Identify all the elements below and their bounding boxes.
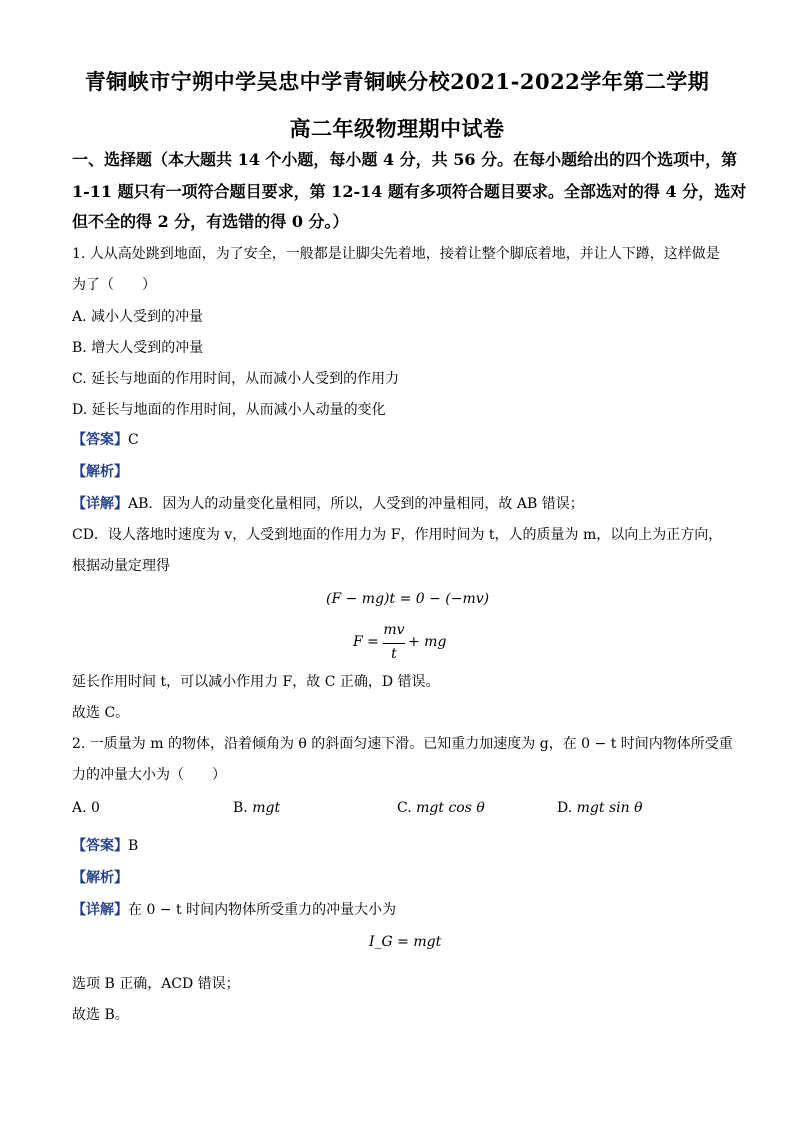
q1-detail-line2: CD．设人落地时速度为 v，人受到地面的作用力为 F，作用时间为 t，人的质量为 m，以向上为正方向， bbox=[72, 527, 723, 543]
q2-detail-line1 bbox=[72, 900, 732, 920]
q2-option-a: A. 0 bbox=[72, 800, 100, 816]
q1-answer bbox=[72, 430, 732, 450]
q1-detail-line1 bbox=[72, 494, 732, 514]
q1-option-d: D. 延长与地面的作用时间，从而减小人动量的变化 bbox=[72, 402, 386, 418]
q1-answer-value: C bbox=[128, 432, 139, 448]
q2-stem-line1: 2. 一质量为 m 的物体，沿着倾角为 θ 的斜面匀速下滑。已知重力加速度为 g，在 0 − t 时间内物体所受重 bbox=[72, 736, 733, 752]
q1-equation-force-lhs: F = bbox=[353, 634, 379, 650]
q2-option-d-label: D. bbox=[557, 800, 573, 816]
q1-equation-force-rhs: + mg bbox=[408, 634, 447, 650]
q2-equation-impulse: I_G = mgt bbox=[369, 934, 442, 950]
q1-stem-line1: 1. 人从高处跳到地面，为了安全，一般都是让脚尖先着地，接着让整个脚底着地，并让人下蹲，这样做是 bbox=[72, 246, 720, 262]
q2-option-b-expression: mgt bbox=[252, 800, 281, 816]
q2-option-c-label: C. bbox=[397, 800, 412, 816]
q1-option-a: A. 减小人受到的冲量 bbox=[72, 309, 204, 325]
q2-option-b bbox=[233, 800, 280, 816]
exam-title: 青铜峡市宁朔中学吴忠中学青铜峡分校2021-2022学年第二学期 bbox=[84, 69, 710, 94]
q2-option-c bbox=[397, 800, 485, 816]
q1-detail-line4: 延长作用时间 t，可以减小作用力 F，故 C 正确，D 错误。 bbox=[72, 674, 440, 690]
q2-detail-text1: 在 0 − t 时间内物体所受重力的冲量大小为 bbox=[128, 902, 397, 918]
q1-equation-fraction-denominator: t bbox=[391, 646, 397, 662]
q2-option-b-label: B. bbox=[233, 800, 248, 816]
section-heading-line3: 但不全的得 2 分，有选错的得 0 分。） bbox=[72, 212, 349, 231]
q2-option-c-expression: mgt cos θ bbox=[416, 800, 485, 816]
q1-answer-tag: 【答案】 bbox=[72, 432, 128, 448]
q2-option-d-expression: mgt sin θ bbox=[576, 800, 643, 816]
q1-stem-line2: 为了（ ） bbox=[72, 277, 156, 293]
q2-answer-value: B bbox=[128, 838, 139, 854]
q2-answer-tag: 【答案】 bbox=[72, 838, 128, 854]
q2-detail-tag: 【详解】 bbox=[72, 902, 128, 918]
q2-stem-line2: 力的冲量大小为（ ） bbox=[72, 767, 226, 783]
q1-analysis bbox=[72, 462, 732, 482]
q1-option-b: B. 增大人受到的冲量 bbox=[72, 340, 204, 356]
q1-equation-fraction-bar bbox=[383, 643, 405, 644]
q1-detail-tag: 【详解】 bbox=[72, 496, 128, 512]
q1-detail-text1: AB．因为人的动量变化量相同，所以，人受到的冲量相同，故 AB 错误； bbox=[128, 496, 584, 512]
q2-option-d bbox=[557, 800, 643, 816]
q2-detail-line2: 选项 B 正确，ACD 错误； bbox=[72, 976, 240, 992]
q2-conclusion: 故选 B。 bbox=[72, 1007, 129, 1023]
q2-analysis-tag: 【解析】 bbox=[72, 870, 128, 886]
q1-equation-momentum: (F − mg)t = 0 − (−mv) bbox=[326, 591, 490, 607]
q1-analysis-tag: 【解析】 bbox=[72, 464, 128, 480]
q1-detail-line3: 根据动量定理得 bbox=[72, 558, 170, 574]
q2-analysis bbox=[72, 868, 732, 888]
exam-subtitle: 高二年级物理期中试卷 bbox=[289, 116, 505, 141]
q1-equation-fraction-numerator: mv bbox=[383, 622, 405, 638]
q1-option-c: C. 延长与地面的作用时间，从而减小人受到的作用力 bbox=[72, 371, 400, 387]
section-heading-line2: 1-11 题只有一项符合题目要求，第 12-14 题有多项符合题目要求。全部选对的得 4 分，选对 bbox=[72, 182, 747, 201]
q1-conclusion: 故选 C。 bbox=[72, 705, 130, 721]
section-heading-line1: 一、选择题（本大题共 14 个小题，每小题 4 分，共 56 分。在每小题给出的四个选项中，第 bbox=[72, 150, 738, 169]
q2-answer bbox=[72, 836, 732, 856]
